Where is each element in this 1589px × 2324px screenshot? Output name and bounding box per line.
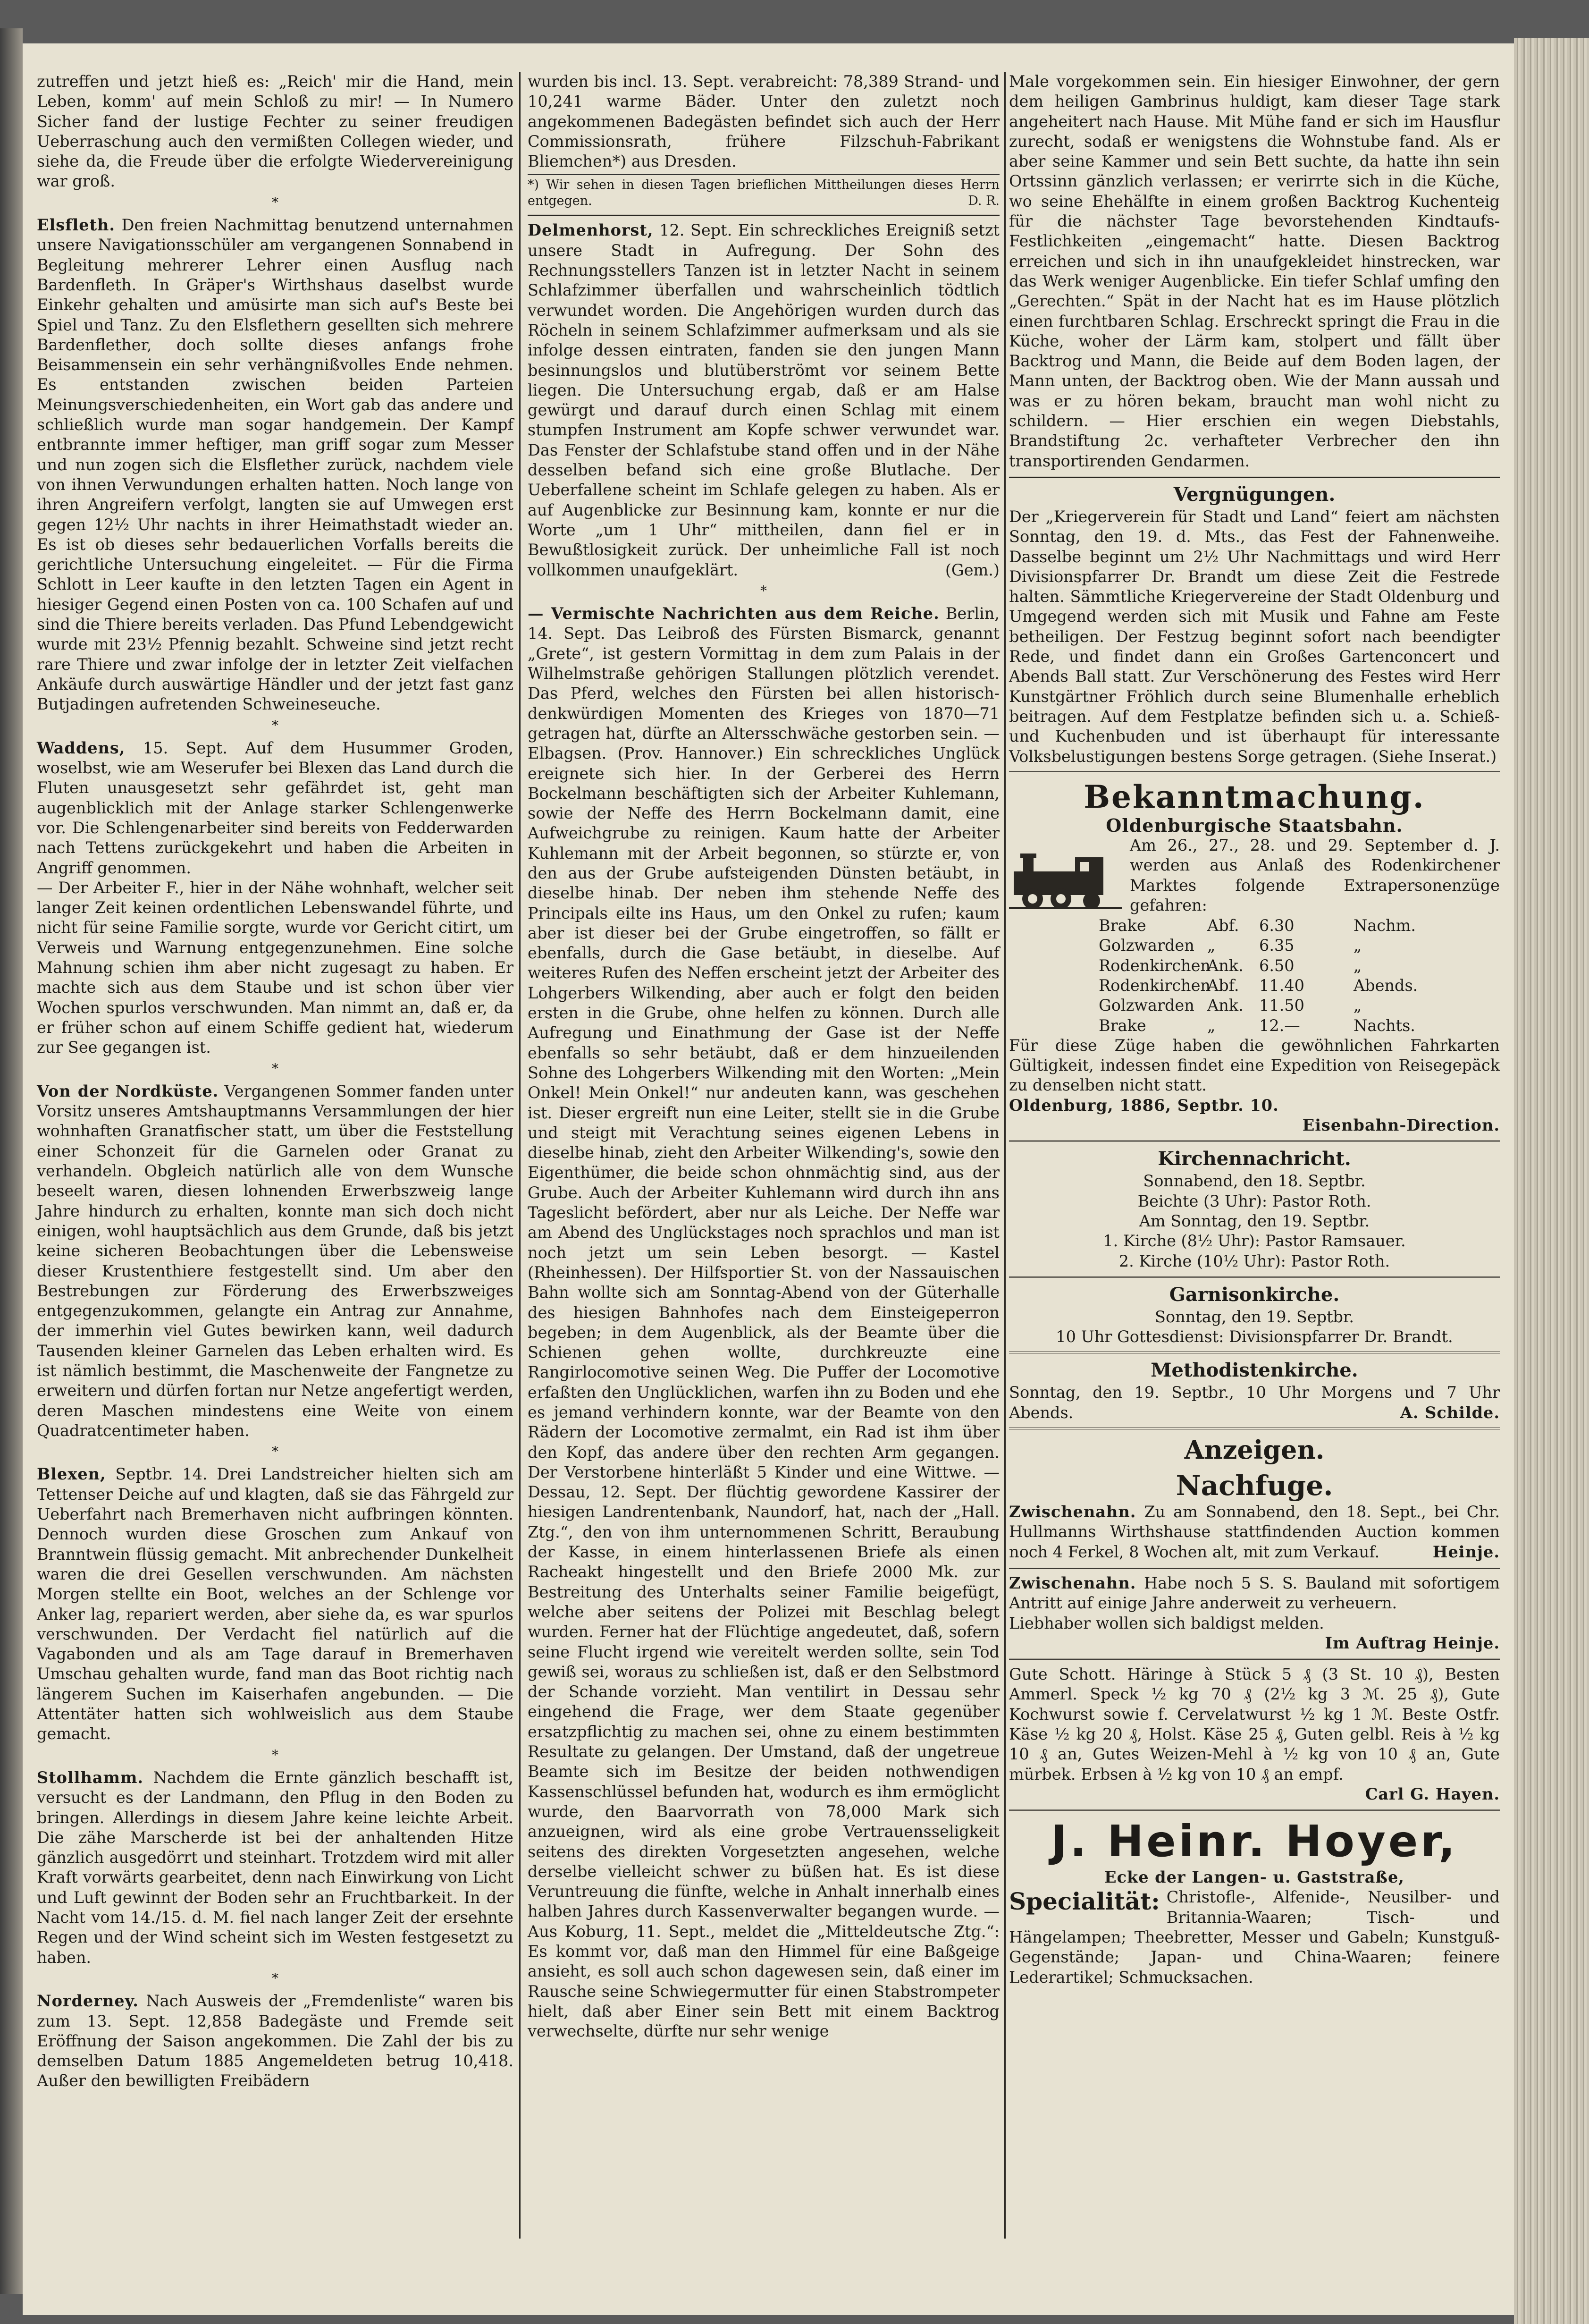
- article-heading: Norderney.: [37, 1992, 139, 2011]
- section-heading: — Vermischte Nachrichten aus dem Reiche.: [528, 604, 940, 623]
- article-text: Nachdem die Ernte gänzlich beschafft ist, versucht es der Landmann, den Pflug in den Boden zu bringen. Allerdings in diesem Jahre keine leichte Arbeit. Die zähe Marscherde ist bei der anhaltenden Hitze gänzlich ausgedörrt und steinhart. Trotzdem wird mit aller Kraft vorwärts gearbeitet, denn nach Einwirkung von Licht und Luft gewinnt der Boden sehr an Fruchtbarkeit. In der Nacht vom 14./15. d. M. fiel nach langer Zeit der ersehnte Regen und der Wind scheint sich im Westen festgesetzt zu haben.: [37, 1768, 513, 1967]
- article-text: zutreffen und jetzt hieß es: „Reich' mir die Hand, mein Leben, komm' auf mein Schloß zu mir! — In Numero Sicher fand der lustige Fechter zu seiner freudigen Ueberraschung auch den vermißten Collegen wieder, und siehe da, die Freude über die erfolgte Wiedervereinigung war groß.: [37, 72, 513, 191]
- article: [37, 738, 513, 878]
- ad-signature: Heinje.: [1432, 1542, 1500, 1561]
- article-heading: Von der Nordküste.: [37, 1082, 219, 1100]
- divider: [1009, 1658, 1500, 1660]
- section-title: Methodistenkirche.: [1151, 1359, 1358, 1382]
- article: [37, 1464, 513, 1744]
- divider: [1009, 1428, 1500, 1429]
- notice-place-date: [1009, 1096, 1500, 1116]
- article-text: Vergangenen Sommer fanden unter Vorsitz unseres Amtshauptmanns Versammlungen der hier wohnhaften Granatfischer statt, um über die Feststellung einer Schonzeit für die Garnelen oder Granat zu verhandeln. Obgleich natürlich alle von dem Wunsche beseelt waren, diesen lohnenden Erwerbszweig lange Jahre hindurch zu erhalten, konnte man sich doch nicht einigen, wohl hauptsächlich aus dem Grunde, daß bis jetzt keine sicheren Beobachtungen über die Lebensweise dieser Krustenthiere festgestellt sind. Um aber den Bestrebungen zur Förderung des Erwerbszweiges entgegenzukommen, gelangte ein Antrag zur Annahme, der immerhin viel Gutes bewirken kann, weil dadurch Tausenden kleiner Garnelen das Leben erhalten wird. Es ist nämlich bestimmt, die Maschenweite der Fangnetze zu erweitern und dürfen fortan nur Netze angefertigt werden, deren Maschen mindestens eine Weite von einem Quadratcentimeter haben.: [37, 1082, 513, 1440]
- ad-specialty-label: Specialität:: [1009, 1887, 1160, 1916]
- timetable-kind: Ank.: [1207, 996, 1244, 1015]
- timetable-time: 11.40: [1259, 976, 1304, 995]
- timetable-station: Brake: [1099, 1016, 1146, 1035]
- timetable: [1009, 916, 1500, 1036]
- timetable-time: 6.50: [1259, 956, 1295, 975]
- divider: [1009, 1352, 1500, 1353]
- notice-subtitle: Oldenburgische Staatsbahn.: [1106, 814, 1403, 836]
- locomotive-icon: [1009, 838, 1122, 914]
- church-line: Sonntag, den 19. Septbr.: [1155, 1307, 1354, 1326]
- church-line: Sonntag, den 19. Septbr., 10 Uhr Morgens und 7 Uhr Abends.: [1009, 1383, 1500, 1422]
- timetable-kind: „: [1207, 936, 1216, 955]
- timetable-note: Abends.: [1354, 976, 1418, 995]
- notice-signature: Eisenbahn-Direction.: [1302, 1116, 1500, 1135]
- timetable-row: [1099, 1016, 1500, 1036]
- article-text: 12. Sept. Ein schreckliches Ereigniß setzt unsere Stadt in Aufregung. Der Sohn des Rechnungsstellers Tanzen ist in letzter Nacht in seinem Schlafzimmer überfallen und wahrscheinlich tödtlich verwundet worden. Die Angehörigen wurden durch das Röcheln in seinem Schlafzimmer aufmerksam und als sie infolge dessen eintraten, fanden sie den jungen Mann besinnungslos und blutüberströmt vor seinem Bette liegen. Die Untersuchung ergab, daß er am Halse gewürgt und darauf durch einen Schlag mit einem stumpfen Instrument am Kopfe schwer verwundet war. Das Fenster der Schlafstube stand offen und in der Nähe desselben befand sich eine große Blutlache. Der Ueberfallene scheint im Schlafe gelegen zu haben. Als er auf Augenblicke zur Besinnung kam, konnte er nur die Worte „um 1 Uhr“ mittheilen, dann fiel er in Bewußtlosigkeit zurück. Der unheimliche Fall ist noch vollkommen unaufgeklärt.: [528, 221, 1000, 579]
- article-text: Berlin, 14. Sept. Das Leibroß des Fürsten Bismarck, genannt „Grete“, ist gestern Vormittag in dem zum Palais in der Wilhelmstraße gehörigen Stallungen plötzlich verendet. Das Pferd, welches den Fürsten bei allen historisch-denkwürdigen Momenten des Krieges von 1870—71 getragen hat, dürfte an Altersschwäche gestorben sein. — Elbagsen. (Prov. Hannover.) Ein schreckliches Unglück ereignete sich hier. In der Gerberei des Herrn Bockelmann beschäftigten sich der Arbeiter Kuhlemann, sowie der Neffe des Herrn Bockelmann damit, eine Aufweichgrube zu reinigen. Kaum hatte der Arbeiter Kuhlemann mit der Arbeit begonnen, so stürzte er, von den aus der Grube aufsteigenden Dünsten betäubt, in dieselbe hinab. Der neben ihm stehende Neffe des Principals eilte ins Haus, um den Onkel zu rufen; kaum aber ist dieser bei der Grube eingetroffen, so fällt er ebenfalls, durch die Gase betäubt, in dieselbe. Auf weiteres Rufen des Neffen erscheint jetzt der Arbeiter des Lohgerbers Wilkending, aber auch er folgt den beiden ersten in die Grube, ohne helfen zu können. Durch alle Aufregung und Einathmung der Gase ist der Neffe ebenfalls so sehr betäubt, daß er dem hinzueilenden Sohne des Lohgerbers Wilkending mit den Worten: „Mein Onkel! Mein Onkel!“ nur andeuten kann, was geschehen ist. Dieser ergreift nun eine Leiter, stellt sie in die Grube und steigt mit Verachtung seines eigenen Lebens in dieselbe hinab, zieht den Arbeiter Wilkending's, sowie den Eigenthümer, die beide schon ohnmächtig sind, aus der Grube. Auch der Arbeiter Kuhlemann wird durch ihn ans Tageslicht befördert, aber nur als Leiche. Der Neffe war am Abend des Unglückstages noch sprachlos und man ist noch jetzt um sein Leben besorgt. — Kastel (Rheinhessen). Der Hilfsportier St. von der Nassauischen Bahn wollte sich am Sonntag-Abend von der Güterhalle des hiesigen Bahnhofes nach dem Einsteigeperron begeben; in dem Augenblick, als der Beamte über die Schienen gehen wollte, durchkreuzte eine Rangirlocomotive seinen Weg. Die Puffer der Locomotive erfaßten den Unglücklichen, warfen ihn zu Boden und ehe es jemand verhindern konnte, war der Beamte von den Rädern der Locomotive zermalmt, ein Rad ist ihm über den Kopf, das andere über den rechten Arm gegangen. Der Verstorbene hinterläßt 5 Kinder und eine Wittwe. — Dessau, 12. Sept. Der flüchtig gewordene Kassirer der hiesigen Landrentenbank, Naundorf, hat, nach der „Hall. Ztg.“, den von ihm unternommenen Schritt, Beraubung der Kasse, in einem hinterlassenen Briefe als einen Racheakt hingestellt und den Briefe 2000 Mk. zur Bestreitung des Unterhalts seiner Familie beigefügt, welche aber seitens der Polizei mit Beschlag belegt wurden. Ferner hat der Flüchtige angedeutet, daß, sofern seine Flucht irgend wie vereitelt werden sollte, sein Tod gewiß sei, woraus zu schließen ist, daß er den Selbstmord der Schande vorzieht. Man ventilirt in Dessau sehr eingehend die Frage, wer dem Staate gegenüber ersatzpflichtig zu machen sei, ohne zu einem bestimmten Resultate zu gelangen. Der Umstand, daß der ungetreue Beamte sich im Besitze der beiden nothwendigen Kassenschlüssel befunden hat, wodurch es ihm ermöglicht wurde, den Baarvorrath von 78,000 Mark sich anzueignen, wird als eine grobe Vertrauensseligkeit seitens des direkten Vorgesetzten angesehen, welche derselbe vielleicht schwer zu büßen hat. Es ist diese Veruntreuung die fünfte, welche in Anhalt innerhalb eines halben Jahres durch Kassenverwalter begangen wurde. — Aus Koburg, 11. Sept., meldet die „Mitteldeutsche Ztg.“: Es kommt vor, daß man den Himmel für eine Baßgeige ansieht, es soll auch schon dagewesen sein, daß einer im Rausche seine Schwiegermutter für einen Stabstrompeter hielt, daß aber Einer sein Bett mit einem Backtrog verwechselte, dürfte nur sehr wenige: [528, 604, 1000, 2041]
- notice-text: Am 26., 27., 28. und 29. September d. J. werden aus Anlaß des Rodenkirchener Marktes folgende Extrapersonenzüge gefahren:: [1130, 836, 1500, 914]
- notice-title: Bekanntmachung.: [1084, 778, 1425, 815]
- column-2: [528, 72, 1000, 2042]
- ad-text: Liebhaber wollen sich baldigst melden.: [1009, 1614, 1324, 1632]
- newspaper-page: [23, 43, 1514, 2315]
- article-text: Der „Kriegerverein für Stadt und Land“ feiert am nächsten Sonntag, den 19. d. Mts., das Fest der Fahnenweihe. Dasselbe beginnt um 2½ Uhr Nachmittags und wird Herr Divisionspfarrer Dr. Brandt um diese Zeit die Festrede halten. Sämmtliche Kriegervereine der Stadt Oldenburg und Umgegend werden sich mit Musik und Fahne am Feste betheiligen. Der Festzug beginnt sofort nach beendigter Rede, und findet dann ein Großes Gartenconcert und Abends Ball statt. Zur Verschönerung des Festes wird Herr Kunstgärtner Fröhlich durch seine Blumenhalle erheblich beitragen. Auf dem Festplatze befinden sich u. a. Schieß- und Kuchenbuden und ist überhaupt für interessante Volksbelustigungen bestens Sorge getragen. (Siehe Inserat.): [1009, 507, 1500, 766]
- timetable-kind: Abf.: [1207, 916, 1239, 935]
- timetable-time: 12.—: [1259, 1016, 1300, 1035]
- article-text: Nach Ausweis der „Fremdenliste“ waren bis zum 13. Sept. 12,858 Badegäste und Fremde seit Eröffnung der Saison angekommen. Die Zahl der bis zu demselben Datum 1885 Angemeldeten betrug 10,418. Außer den bewilligten Freibädern: [37, 1992, 514, 2090]
- timetable-row: [1099, 956, 1500, 976]
- separator-star: *: [760, 583, 767, 599]
- notice-note: Für diese Züge haben die gewöhnlichen Fahrkarten Gültigkeit, indessen findet eine Expedition von Reisegepäck zu denselben nicht statt.: [1009, 1036, 1500, 1095]
- separator-star: *: [272, 194, 278, 210]
- article: [37, 1082, 513, 1441]
- separator-star: *: [272, 1060, 278, 1076]
- footnote: [528, 174, 1000, 209]
- timetable-time: 6.35: [1259, 936, 1295, 955]
- divider: [528, 214, 1000, 216]
- article: [528, 604, 1000, 2041]
- timetable-note: „: [1354, 936, 1362, 955]
- timetable-kind: Abf.: [1207, 976, 1239, 995]
- church-line: 10 Uhr Gottesdienst: Divisionspfarrer Dr. Brandt.: [1056, 1327, 1453, 1346]
- ad-signature: Carl G. Hayen.: [1365, 1784, 1500, 1803]
- railway-notice: [1009, 778, 1500, 1136]
- timetable-station: Rodenkirchen: [1099, 976, 1211, 995]
- article-heading: Blexen,: [37, 1465, 106, 1484]
- divider: [1009, 1567, 1500, 1569]
- article: [37, 1768, 513, 1968]
- ad: [1009, 1887, 1500, 1987]
- article-text: 15. Sept. Auf dem Husummer Groden, woselbst, wie am Weserufer bei Blexen das Land durch die Fluten unausgesetzt sehr gefährdet ist, geht man augenblicklich mit der Anlage starker Schlengenwerke vor. Die Schlengenarbeiter sind bereits von Fedderwarden nach Tettens zurückgekehrt und haben die Arbeiten in Angriff genommen.: [37, 738, 514, 877]
- advertiser-address: Ecke der Langen- u. Gaststraße,: [1104, 1868, 1404, 1887]
- article-heading: Delmenhorst,: [528, 221, 654, 240]
- divider: [1009, 1276, 1500, 1278]
- separator-star: *: [272, 1747, 278, 1763]
- church-text: [1009, 1383, 1500, 1423]
- church-line: Am Sonntag, den 19. Septbr.: [1139, 1211, 1370, 1230]
- timetable-row: [1099, 996, 1500, 1015]
- article-text: wurden bis incl. 13. Sept. verabreicht: 78,389 Strand- und 10,241 warme Bäder. Unter den zuletzt noch angekommenen Badegästen befindet sich auch der Herr Commissionsrath, frühere Filzschuh-Fabrikant Bliemchen*) aus Dresden.: [528, 72, 1000, 171]
- church-line: Sonnabend, den 18. Septbr.: [1143, 1172, 1366, 1191]
- page-stack-edge: [1514, 38, 1589, 2324]
- timetable-kind: Ank.: [1207, 956, 1244, 975]
- section-title: Kirchennachricht.: [1158, 1148, 1351, 1170]
- notice-date: Oldenburg, 1886, Septbr. 10.: [1009, 1096, 1279, 1115]
- column-rule: [519, 72, 521, 2239]
- ad-text: Christofle-, Alfenide-, Neusilber- und Britannia-Waaren; Tisch- und Hängelampen; Theebretter, Messer und Gabeln; Kunstguß-Gegenstände; Japan- und China-Waaren; feinere Lederartikel; Schmucksachen.: [1009, 1888, 1500, 1986]
- footnote-signature: D. R.: [968, 194, 1000, 209]
- column-3: [1009, 72, 1500, 1987]
- article: [37, 1991, 513, 2091]
- ads-title: Anzeigen.: [1184, 1435, 1325, 1465]
- ad-signature: Im Auftrag Heinje.: [1325, 1633, 1500, 1652]
- section-title: Vergnügungen.: [1173, 483, 1336, 506]
- ad-text: Habe noch 5 S. S. Bauland mit sofortigem Antritt auf einige Jahre anderweit zu verheuern.: [1009, 1573, 1500, 1613]
- church-line: 2. Kirche (10½ Uhr): Pastor Roth.: [1118, 1251, 1390, 1270]
- timetable-note: „: [1354, 956, 1362, 975]
- separator-star: *: [272, 1970, 278, 1986]
- ads-subtitle: Nachfuge.: [1176, 1470, 1333, 1502]
- timetable-row: [1099, 936, 1500, 955]
- ad-heading: Zwischenahn.: [1009, 1573, 1136, 1592]
- timetable-note: Nachts.: [1354, 1016, 1415, 1035]
- advertiser-name: J. Heinr. Hoyer,: [1051, 1816, 1458, 1867]
- timetable-station: Golzwarden: [1099, 996, 1194, 1015]
- section-title: Garnisonkirche.: [1169, 1283, 1340, 1306]
- ad-text: Gute Schott. Häringe à Stück 5 ₰ (3 St. 10 ₰), Besten Ammerl. Speck ½ kg 70 ₰ (2½ kg 3 ℳ. 25 ₰), Gute Kochwurst sowie f. Cervelatwurst ½ kg 1 ℳ. Beste Ostfr. Käse ½ kg 20 ₰, Holst. Käse 25 ₰, Guten gelbl. Reis à ½ kg 10 ₰ an, Gutes Weizen-Mehl à ½ kg von 10 ₰ an, Gute mürbek. Erbsen à ½ kg von 10 ₰ an empf.: [1009, 1665, 1500, 1783]
- timetable-time: 11.50: [1259, 996, 1304, 1015]
- article: [37, 215, 513, 714]
- article-heading: Stollhamm.: [37, 1768, 144, 1787]
- ad-text: Zu am Sonnabend, den 18. Sept., bei Chr. Hullmanns Wirthshause stattfindenden Auction kommen noch 4 Ferkel, 8 Wochen alt, mit zum Verkauf.: [1009, 1503, 1500, 1561]
- divider: [1009, 476, 1500, 478]
- timetable-row: [1099, 916, 1500, 936]
- ad-heading: Zwischenahn.: [1009, 1503, 1136, 1521]
- timetable-row: [1099, 976, 1500, 996]
- church-line: Beichte (3 Uhr): Pastor Roth.: [1137, 1192, 1371, 1210]
- separator-star: *: [272, 717, 278, 733]
- timetable-note: Nachm.: [1354, 916, 1416, 935]
- church-line: 1. Kirche (8½ Uhr): Pastor Ramsauer.: [1103, 1232, 1406, 1251]
- article-text: Den freien Nachmittag benutzend unternahmen unsere Navigationsschüler am vergangenen Sonnabend in Begleitung mehrerer Lehrer einen Ausflug nach Bardenfleth. In Gräper's Wirthshaus daselbst wurde Einkehr gehalten und amüsirte man sich auf's Beste bei Spiel und Tanz. Zu den Elsflethern gesellten sich mehrere Bardenflether, doch sollte dieses anfangs frohe Beisammensein ein sehr verhängnißvolles Ende nehmen. Es entstanden zwischen beiden Parteien Meinungsverschiedenheiten, ein Wort gab das andere und schließlich wurde man sogar handgemein. Der Kampf entbrannte immer heftiger, man griff sogar zum Messer und nun zogen sich die Elsflether zurück, nachdem viele von ihnen Verwundungen erhalten hatten. Noch lange von ihren Angreifern verfolgt, langten sie auf Umwegen erst gegen 12½ Uhr nachts in ihrer Heimathstadt wieder an. Es ist ob dieses sehr bedauerlichen Vorfalls bereits die gerichtliche Untersuchung eingeleitet. — Für die Firma Schlott in Leer kaufte in den letzten Tagen ein Agent in hiesiger Gegend einen Posten von ca. 100 Schafen auf und sind die Thiere bereits verladen. Das Pfund Lebendgewicht wurde mit 23½ Pfennig bezahlt. Schweine sind jetzt recht rare Thiere und zwar infolge der in letzter Zeit vielfachen Ankäufe durch auswärtige Händler und der jetzt fast ganz Butjadingen aufretenden Schweineseuche.: [37, 216, 513, 714]
- column-rule: [1004, 72, 1006, 2239]
- timetable-station: Brake: [1099, 916, 1146, 935]
- ad: [1009, 1573, 1500, 1614]
- divider: [1009, 771, 1500, 773]
- article-text: Male vorgekommen sein. Ein hiesiger Einwohner, der gern dem heiligen Gambrinus huldigt, kam dieser Tage stark angeheitert nach Hause. Mit Mühe fand er sich im Hausflur zurecht, sodaß er wenigstens die Wohnstube fand. Als er aber seine Kammer und sein Bett suchte, da hatte ihn sein Ortssinn gänzlich verlassen; er verirrte sich in die Küche, wo seine Ehehälfte in einem großen Backtrog Kuchenteig für die nächster Tage bevorstehenden Kindtaufs-Festlichkeiten „eingemacht“ hatte. Diesen Backtrog erreichen und sich in ihn unaufgekleidet hinstrecken, war das Werk weniger Augenblicke. Ein tiefer Schlaf umfing den „Gerechten.“ Spät in der Nacht hat es im Hause plötzlich einen furchtbaren Schlag. Erschreckt springt die Frau in die Küche, woher der Lärm kam, stolpert und fällt über Backtrog und Mann, die Beide auf dem Boden lagen, der Mann unten, der Backtrog oben. Wie der Mann aussah und was er zu hören bekam, braucht man wohl nicht zu schildern. — Hier erschien ein wegen Diebstahls, Brandstiftung 2c. verhafteter Verbrecher den ihn transportirenden Gendarmen.: [1009, 72, 1500, 470]
- divider: [1009, 1140, 1500, 1142]
- article-heading: Waddens,: [37, 738, 126, 757]
- ad: [1009, 1502, 1500, 1562]
- column-1: [37, 72, 513, 2091]
- church-signature: A. Schilde.: [1400, 1403, 1500, 1422]
- article-heading: Elsfleth.: [37, 216, 116, 235]
- scan-edge: [0, 28, 23, 2294]
- divider: [1009, 1809, 1500, 1811]
- article-source: (Gem.): [945, 560, 1000, 579]
- separator-star: *: [272, 1444, 278, 1460]
- timetable-time: 6.30: [1259, 916, 1295, 935]
- timetable-station: Rodenkirchen: [1099, 956, 1211, 975]
- footnote-text: *) Wir sehen in diesen Tagen brieflichen Mittheilungen dieses Herrn entgegen.: [528, 177, 1000, 209]
- article-text: Septbr. 14. Drei Landstreicher hielten sich am Tettenser Deiche auf und klagten, daß sie das Fährgeld zur Ueberfahrt nach Bremerhaven nicht aufbringen könnten. Dennoch wurden diese Groschen zum Ankauf von Branntwein flüssig gemacht. Mit anbrechender Dunkelheit waren die drei Gesellen verschwunden. Am nächsten Morgen stellte ein Boot, welches an der Schlenge vor Anker lag, repariert werden, aber siehe da, es war spurlos verschwunden. Der Verdacht fiel natürlich auf die Vagabonden und als am Tage darauf in Bremerhaven Umschau gehalten wurde, fand man das Boot richtig nach längerem Suchen im Kaiserhafen angebunden. — Die Attentäter hatten sich wohlweislich aus dem Staube gemacht.: [37, 1465, 513, 1743]
- timetable-station: Golzwarden: [1099, 936, 1194, 955]
- timetable-note: „: [1354, 996, 1362, 1015]
- article: [528, 220, 1000, 580]
- timetable-kind: „: [1207, 1016, 1216, 1035]
- article-text: — Der Arbeiter F., hier in der Nähe wohnhaft, welcher seit langer Zeit keinen ordentlichen Lebenswandel führte, und nicht für seine Familie sorgte, wurde vor Gericht citirt, um Verweis und Warnung entgegenzunehmen. Eine solche Mahnung schien ihm aber nicht zugesagt zu haben. Er machte sich aus dem Staube und ist schon über vier Wochen spurlos verschwunden. Man nimmt an, daß er, da er früher schon auf einem Schiffe gedient hat, wiederum zur See gegangen ist.: [37, 878, 513, 1057]
